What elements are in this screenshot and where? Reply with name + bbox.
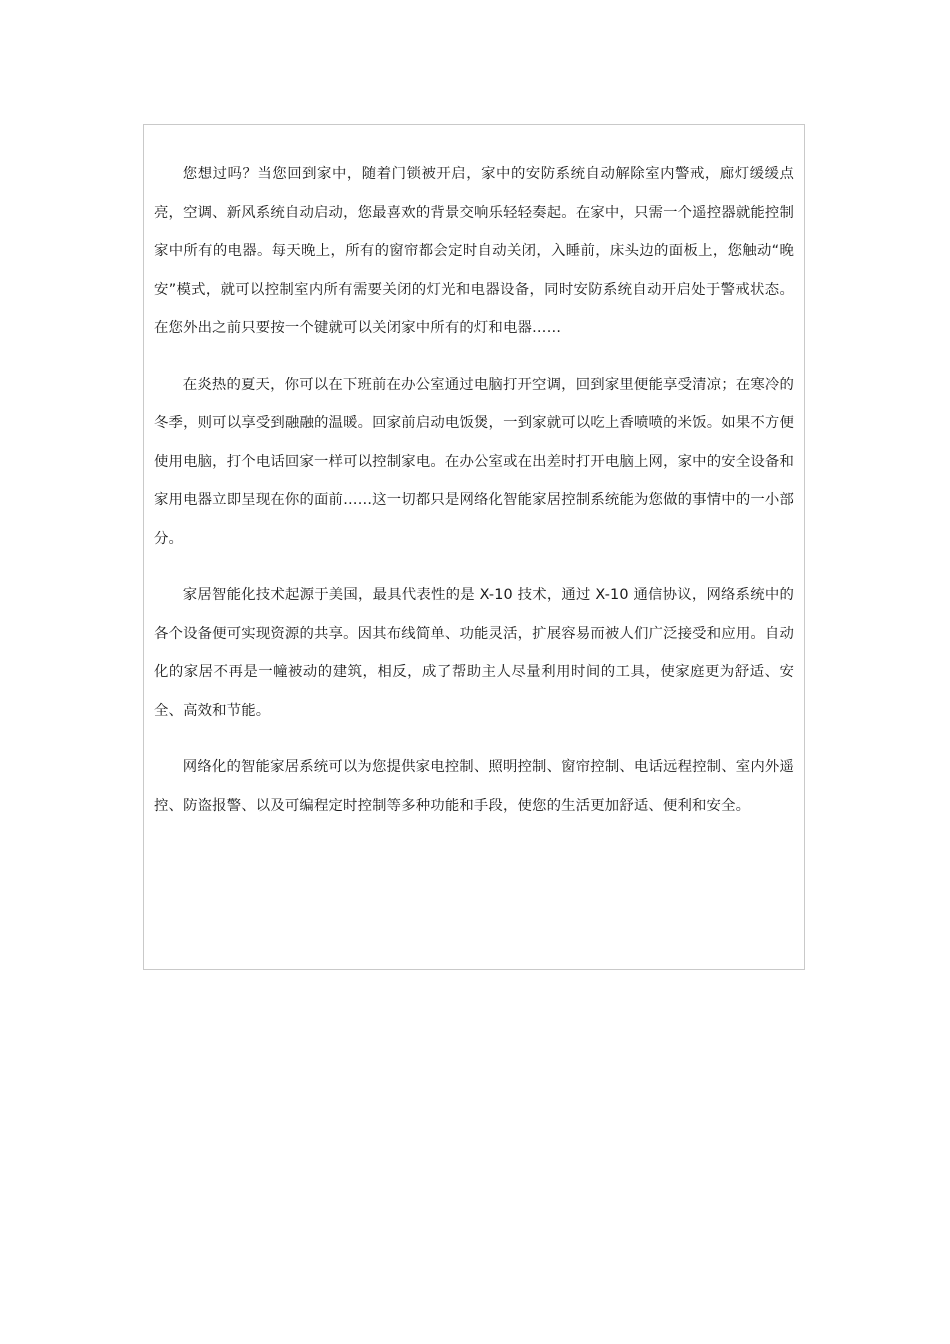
paragraph-1: 您想过吗？当您回到家中，随着门锁被开启，家中的安防系统自动解除室内警戒，廊灯缓缓点亮，空调、新风系统自动启动，您最喜欢的背景交响乐轻轻奏起。在家中，只需一个遥控器就能控制家中所有的电器。每天晚上，所有的窗帘都会定时自动关闭，入睡前，床头边的面板上，您触动“晚安”模式，就可以控制室内所有需要关闭的灯光和电器设备，同时安防系统自动开启处于警戒状态。在您外出之前只要按一个键就可以关闭家中所有的灯和电器…… <box>154 166 794 336</box>
paragraph-3: 家居智能化技术起源于美国，最具代表性的是 X-10 技术，通过 X-10 通信协议，网络系统中的各个设备便可实现资源的共享。因其布线简单、功能灵活，扩展容易而被人们广泛接受和应用。自动化的家居不再是一幢被动的建筑，相反，成了帮助主人尽量利用时间的工具，使家庭更为舒适、安全、高效和节能。 <box>154 587 794 719</box>
document-text-box <box>143 124 805 970</box>
paragraph-4: 网络化的智能家居系统可以为您提供家电控制、照明控制、窗帘控制、电话远程控制、室内外遥控、防盗报警、以及可编程定时控制等多种功能和手段，使您的生活更加舒适、便利和安全。 <box>154 759 794 814</box>
paragraph-2: 在炎热的夏天，你可以在下班前在办公室通过电脑打开空调，回到家里便能享受清凉；在寒冷的冬季，则可以享受到融融的温暖。回家前启动电饭煲，一到家就可以吃上香喷喷的米饭。如果不方便使用电脑，打个电话回家一样可以控制家电。在办公室或在出差时打开电脑上网，家中的安全设备和家用电器立即呈现在你的面前……这一切都只是网络化智能家居控制系统能为您做的事情中的一小部分。 <box>154 376 794 547</box>
